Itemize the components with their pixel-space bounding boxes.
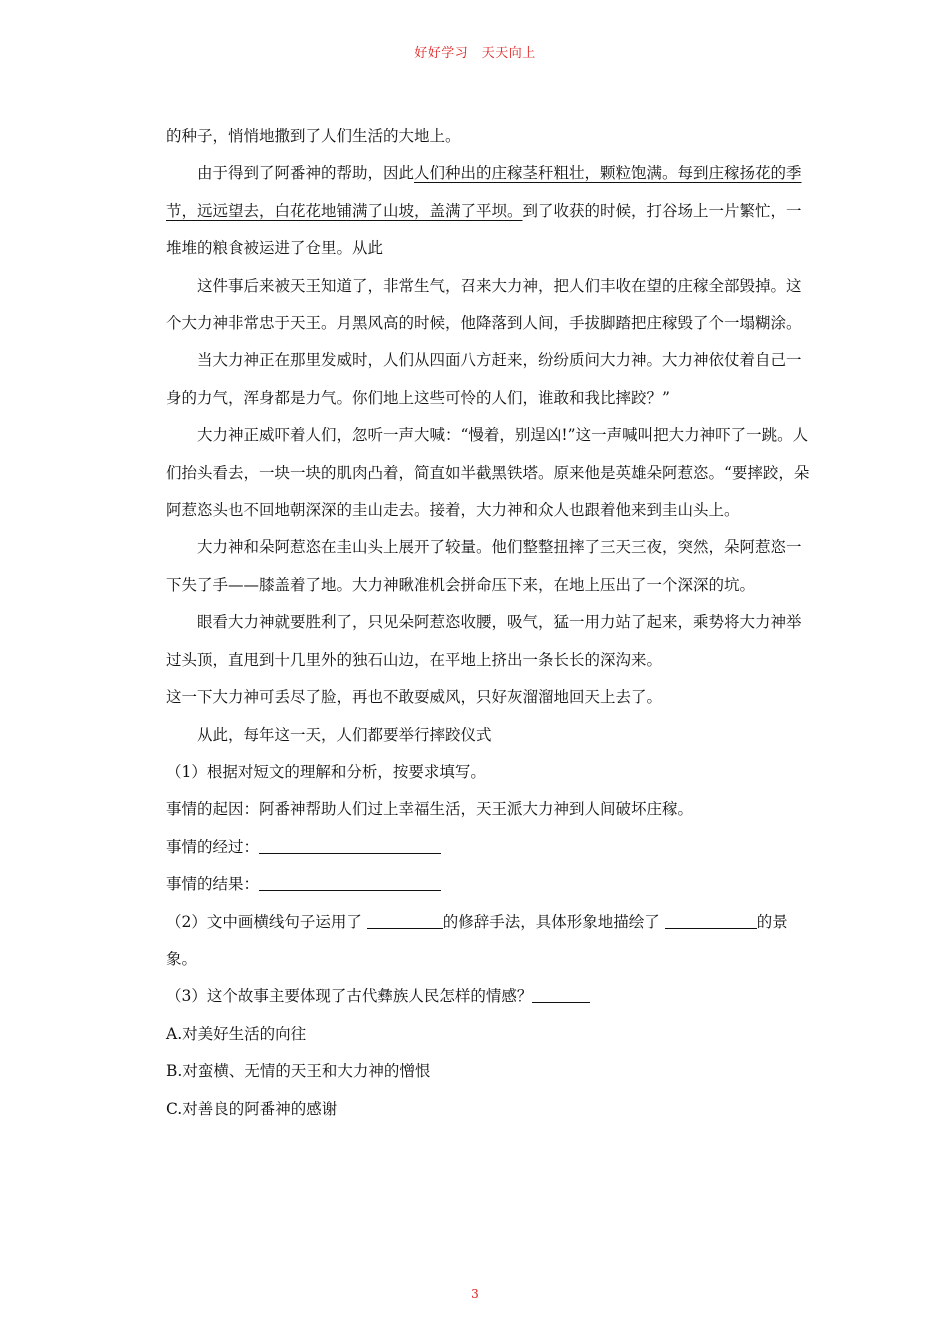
passage-paragraph-2 xyxy=(166,155,811,267)
passage-paragraph-4: 当大力神正在那里发威时，人们从四面八方赶来，纷纷质问大力神。大力神依仗着自己一身的力气，浑身都是力气。你们地上这些可怜的人们，谁敢和我比摔跤？” xyxy=(166,351,802,407)
passage-paragraph-5: 大力神正威吓着人们，忽听一声大喊：“慢着，别逞凶!”这一声喊叫把大力神吓了一跳。人们抬头看去，一块一块的肌肉凸着，简直如半截黑铁塔。原来他是英雄朵阿惹恣。“要摔跤，朵阿惹恣头也不回地朝深深的圭山走去。接着，大力神和众人也跟着他来到圭山头上。 xyxy=(166,426,810,520)
q3-answer-blank[interactable] xyxy=(532,1001,590,1003)
q2-text-2: 的修辞手法，具体形象地描绘了 xyxy=(442,912,665,931)
passage-paragraph-1: 的种子，悄悄地撒到了人们生活的大地上。 xyxy=(166,127,461,145)
process-label: 事情的经过： xyxy=(166,837,260,856)
q2-text-1: （2）文中画横线句子运用了 xyxy=(166,912,367,931)
option-b: B.对蛮横、无情的天王和大力神的憎恨 xyxy=(166,1062,431,1081)
question-2 xyxy=(166,904,811,979)
p2-text-before: 由于得到了阿番神的帮助，因此 xyxy=(197,164,415,183)
question-1-cause: 事情的起因：阿番神帮助人们过上幸福生活，天王派大力神到人间破坏庄稼。 xyxy=(166,800,694,819)
p2-text-after: 到了收获的时候，打谷场上一片繁忙，一堆堆的粮食被运进了仓里。从此 xyxy=(166,201,802,258)
passage-paragraph-6: 大力神和朵阿惹恣在圭山头上展开了较量。他们整整扭摔了三天三夜，突然，朵阿惹恣一下失了手——膝盖着了地。大力神瞅准机会拼命压下来，在地上压出了一个深深的坑。 xyxy=(166,538,802,594)
page-number: 3 xyxy=(471,1287,479,1301)
q3-text: （3）这个故事主要体现了古代彝族人民怎样的情感？ xyxy=(166,987,533,1006)
result-answer-blank[interactable] xyxy=(259,889,441,891)
process-answer-blank[interactable] xyxy=(259,852,441,854)
passage-paragraph-9: 从此，每年这一天，人们都要举行摔跤仪式 xyxy=(197,725,492,744)
scene-answer-blank[interactable] xyxy=(665,927,757,929)
option-a: A.对美好生活的向往 xyxy=(166,1024,307,1043)
question-3-title xyxy=(166,978,811,1015)
rhetoric-answer-blank[interactable] xyxy=(367,927,443,929)
option-c: C.对善良的阿番神的感谢 xyxy=(166,1099,338,1118)
question-1-process xyxy=(166,829,811,866)
question-1-title: （1）根据对短文的理解和分析，按要求填写。 xyxy=(166,762,486,781)
passage-paragraph-7: 眼看大力神就要胜利了，只见朵阿惹恣收腰，吸气，猛一用力站了起来，乘势将大力神举过头顶，直甩到十几里外的独石山边，在平地上挤出一条长长的深沟来。 xyxy=(166,613,802,669)
result-label: 事情的结果： xyxy=(166,875,260,894)
page-header: 好好学习 天天向上 xyxy=(414,46,536,61)
document-body xyxy=(166,118,811,1128)
underlined-sentence: 人们种出的庄稼茎秆粗壮，颗粒饱满。每到庄稼扬花的季节，远远望去，白花花地铺满了山坡，盖满了平坝。 xyxy=(166,164,802,220)
q2-text-3: 的景象。 xyxy=(166,912,788,968)
passage-paragraph-3: 这件事后来被天王知道了，非常生气，召来大力神，把人们丰收在望的庄稼全部毁掉。这个大力神非常忠于天王。月黑风高的时候，他降落到人间，手拔脚踏把庄稼毁了个一塌糊涂。 xyxy=(166,276,802,333)
question-1-result xyxy=(166,866,811,903)
passage-paragraph-8: 这一下大力神可丢尽了脸，再也不敢耍威风，只好灰溜溜地回天上去了。 xyxy=(166,688,663,707)
